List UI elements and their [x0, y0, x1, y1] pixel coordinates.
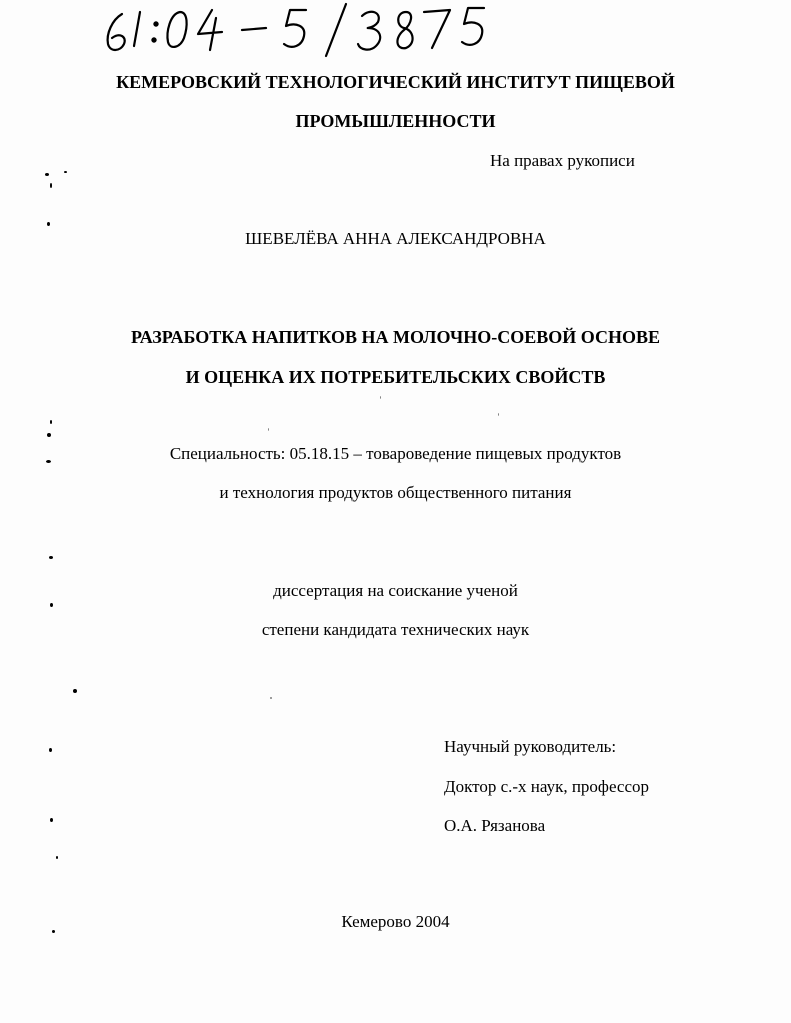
scan-speck	[268, 428, 269, 431]
scan-speck	[56, 856, 58, 859]
scan-speck	[52, 930, 55, 933]
scan-speck	[50, 183, 52, 188]
scan-speck	[498, 413, 499, 416]
title-line-1: РАЗРАБОТКА НАПИТКОВ НА МОЛОЧНО-СОЕВОЙ ОСНОВЕ	[131, 327, 660, 347]
advisor-label: Научный руководитель:	[444, 737, 617, 756]
degree-line-1: диссертация на соискание ученой	[273, 581, 518, 600]
advisor-degree: Доктор с.-х наук, профессор	[444, 777, 650, 796]
scan-speck	[50, 818, 53, 822]
author-name: ШЕВЕЛЁВА АННА АЛЕКСАНДРОВНА	[245, 229, 546, 248]
scan-speck	[49, 556, 53, 559]
scan-speck	[47, 433, 51, 437]
scan-speck	[49, 748, 52, 752]
archive-number-handwriting	[100, 0, 500, 60]
scan-speck	[380, 396, 381, 399]
scan-speck	[50, 603, 53, 607]
institute-line-2: ПРОМЫШЛЕННОСТИ	[295, 111, 496, 131]
scan-speck	[73, 689, 77, 693]
scan-speck	[270, 697, 272, 699]
scan-speck	[46, 460, 51, 463]
scan-speck	[64, 171, 67, 173]
advisor-name: О.А. Рязанова	[444, 816, 546, 835]
scan-speck	[47, 222, 50, 226]
degree-line-2: степени кандидата технических наук	[261, 620, 530, 639]
manuscript-rights: На правах рукописи	[490, 151, 635, 170]
title-line-2: И ОЦЕНКА ИХ ПОТРЕБИТЕЛЬСКИХ СВОЙСТВ	[185, 367, 606, 387]
scan-speck	[45, 173, 49, 176]
scan-speck	[50, 420, 52, 424]
specialty-line-2: и технология продуктов общественного питания	[219, 483, 572, 502]
city-year: Кемерово 2004	[341, 912, 450, 931]
institute-line-1: КЕМЕРОВСКИЙ ТЕХНОЛОГИЧЕСКИЙ ИНСТИТУТ ПИЩЕВОЙ	[116, 72, 675, 92]
specialty-line-1: Специальность: 05.18.15 – товароведение пищевых продуктов	[169, 444, 622, 463]
